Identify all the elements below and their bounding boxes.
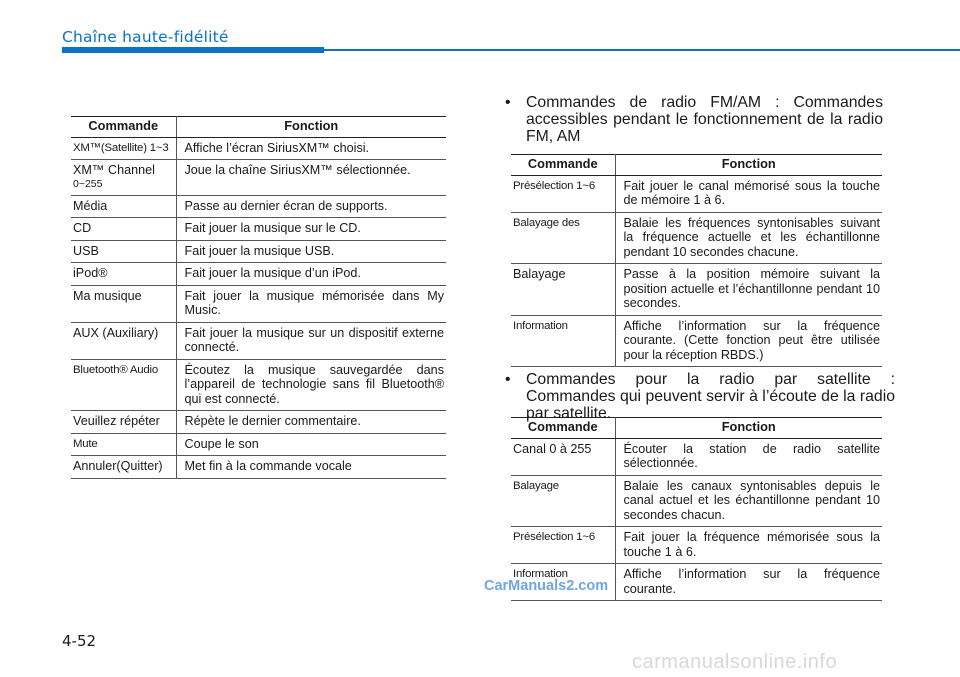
table-row bbox=[511, 438, 882, 475]
table-header-row bbox=[511, 155, 882, 176]
command-cell: Balayage bbox=[511, 475, 615, 527]
command-cell: Présélection 1~6 bbox=[511, 175, 615, 212]
function-cell: Affiche l’information sur la fréquence courante. bbox=[615, 564, 882, 601]
column-header-command: Commande bbox=[71, 117, 176, 138]
voice-command-table bbox=[71, 116, 446, 479]
column-header-command: Commande bbox=[511, 418, 615, 439]
bullet-marker: • bbox=[505, 94, 511, 111]
command-cell: XM™(Satellite) 1~3 bbox=[71, 137, 176, 160]
command-range: 0~255 bbox=[73, 177, 103, 190]
table-header-row bbox=[511, 418, 882, 439]
table-row bbox=[511, 527, 882, 564]
table-row bbox=[71, 240, 446, 263]
function-cell: Fait jouer la fréquence mémorisée sous la touche 1 à 6. bbox=[615, 527, 882, 564]
watermark-carmanuals2: CarManuals2.com bbox=[484, 578, 609, 594]
command-cell: Présélection 1~6 bbox=[511, 527, 615, 564]
column-header-function: Fonction bbox=[176, 117, 446, 138]
satellite-command-table bbox=[511, 417, 882, 601]
command-cell bbox=[71, 160, 176, 196]
table-row bbox=[71, 263, 446, 286]
command-cell: Annuler(Quitter) bbox=[71, 456, 176, 479]
function-cell: Balaie les canaux syntonisables depuis le canal actuel et les échantillonne pendant 10 secondes chacun. bbox=[615, 475, 882, 527]
command-cell: Canal 0 à 255 bbox=[511, 438, 615, 475]
command-cell: Mute bbox=[71, 433, 176, 456]
command-cell: Balayage des bbox=[511, 212, 615, 264]
function-cell: Met fin à la commande vocale bbox=[176, 456, 446, 479]
command-cell: Information bbox=[511, 564, 615, 601]
radio-command-table bbox=[511, 154, 882, 367]
table-row bbox=[71, 195, 446, 218]
table-row bbox=[71, 411, 446, 434]
function-cell: Joue la chaîne SiriusXM™ sélectionnée. bbox=[176, 160, 446, 196]
table-row bbox=[71, 359, 446, 411]
function-cell: Répète le dernier commentaire. bbox=[176, 411, 446, 434]
function-cell: Balaie les fréquences syntonisables suivant la fréquence actuelle et les échantillonne pendant 10 secondes chacune. bbox=[615, 212, 882, 264]
table-row bbox=[71, 137, 446, 160]
bullet-satellite-commands bbox=[505, 371, 895, 422]
table-row bbox=[511, 264, 882, 316]
command-label: XM™ Channel bbox=[73, 163, 155, 177]
page-number: 4-52 bbox=[62, 632, 97, 650]
section-title: Chaîne haute-fidélité bbox=[62, 28, 229, 46]
function-cell: Écoutez la musique sauvegardée dans l’appareil de technologie sans fil Bluetooth® qui est connecté. bbox=[176, 359, 446, 411]
command-cell: Ma musique bbox=[71, 285, 176, 322]
table-row bbox=[511, 212, 882, 264]
table-row bbox=[71, 322, 446, 359]
bullet-text: Commandes de radio FM/AM : Commandes accessibles pendant le fonctionnement de la radio FM, AM bbox=[526, 94, 883, 145]
table-row bbox=[511, 475, 882, 527]
table-row bbox=[71, 456, 446, 479]
bullet-marker: • bbox=[505, 371, 511, 388]
command-cell: Balayage bbox=[511, 264, 615, 316]
function-cell: Affiche l’écran SiriusXM™ choisi. bbox=[176, 137, 446, 160]
function-cell: Affiche l’information sur la fréquence courante. (Cette fonction peut être utilisée pour la réception RBDS.) bbox=[615, 315, 882, 367]
watermark-carmanualsonline: carmanualsonline.info bbox=[632, 651, 838, 673]
command-cell: CD bbox=[71, 218, 176, 241]
table-row bbox=[511, 315, 882, 367]
function-cell: Coupe le son bbox=[176, 433, 446, 456]
function-cell: Passe à la position mémoire suivant la position actuelle et l’échantillonne pendant 10 secondes. bbox=[615, 264, 882, 316]
function-cell: Écouter la station de radio satellite sélectionnée. bbox=[615, 438, 882, 475]
command-cell: Veuillez répéter bbox=[71, 411, 176, 434]
function-cell: Fait jouer la musique d’un iPod. bbox=[176, 263, 446, 286]
column-header-command: Commande bbox=[511, 155, 615, 176]
table-row bbox=[511, 175, 882, 212]
function-cell: Fait jouer le canal mémorisé sous la touche de mémoire 1 à 6. bbox=[615, 175, 882, 212]
function-cell: Passe au dernier écran de supports. bbox=[176, 195, 446, 218]
column-header-function: Fonction bbox=[615, 155, 882, 176]
table-row bbox=[71, 433, 446, 456]
command-cell: USB bbox=[71, 240, 176, 263]
header-rule-thin bbox=[324, 49, 960, 51]
table-row bbox=[71, 285, 446, 322]
function-cell: Fait jouer la musique USB. bbox=[176, 240, 446, 263]
table-row bbox=[71, 160, 446, 196]
command-cell: Média bbox=[71, 195, 176, 218]
function-cell: Fait jouer la musique mémorisée dans My Music. bbox=[176, 285, 446, 322]
table-header-row bbox=[71, 117, 446, 138]
command-cell: iPod® bbox=[71, 263, 176, 286]
column-header-function: Fonction bbox=[615, 418, 882, 439]
function-cell: Fait jouer la musique sur un dispositif externe connecté. bbox=[176, 322, 446, 359]
function-cell: Fait jouer la musique sur le CD. bbox=[176, 218, 446, 241]
bullet-radio-commands bbox=[505, 94, 883, 145]
command-cell: Bluetooth® Audio bbox=[71, 359, 176, 411]
table-row bbox=[71, 218, 446, 241]
bullet-text: Commandes pour la radio par satellite : Commandes qui peuvent servir à l’écoute de la radio par satellite. bbox=[526, 371, 895, 422]
command-cell: AUX (Auxiliary) bbox=[71, 322, 176, 359]
header-rule-thick bbox=[62, 47, 324, 53]
command-cell: Information bbox=[511, 315, 615, 367]
